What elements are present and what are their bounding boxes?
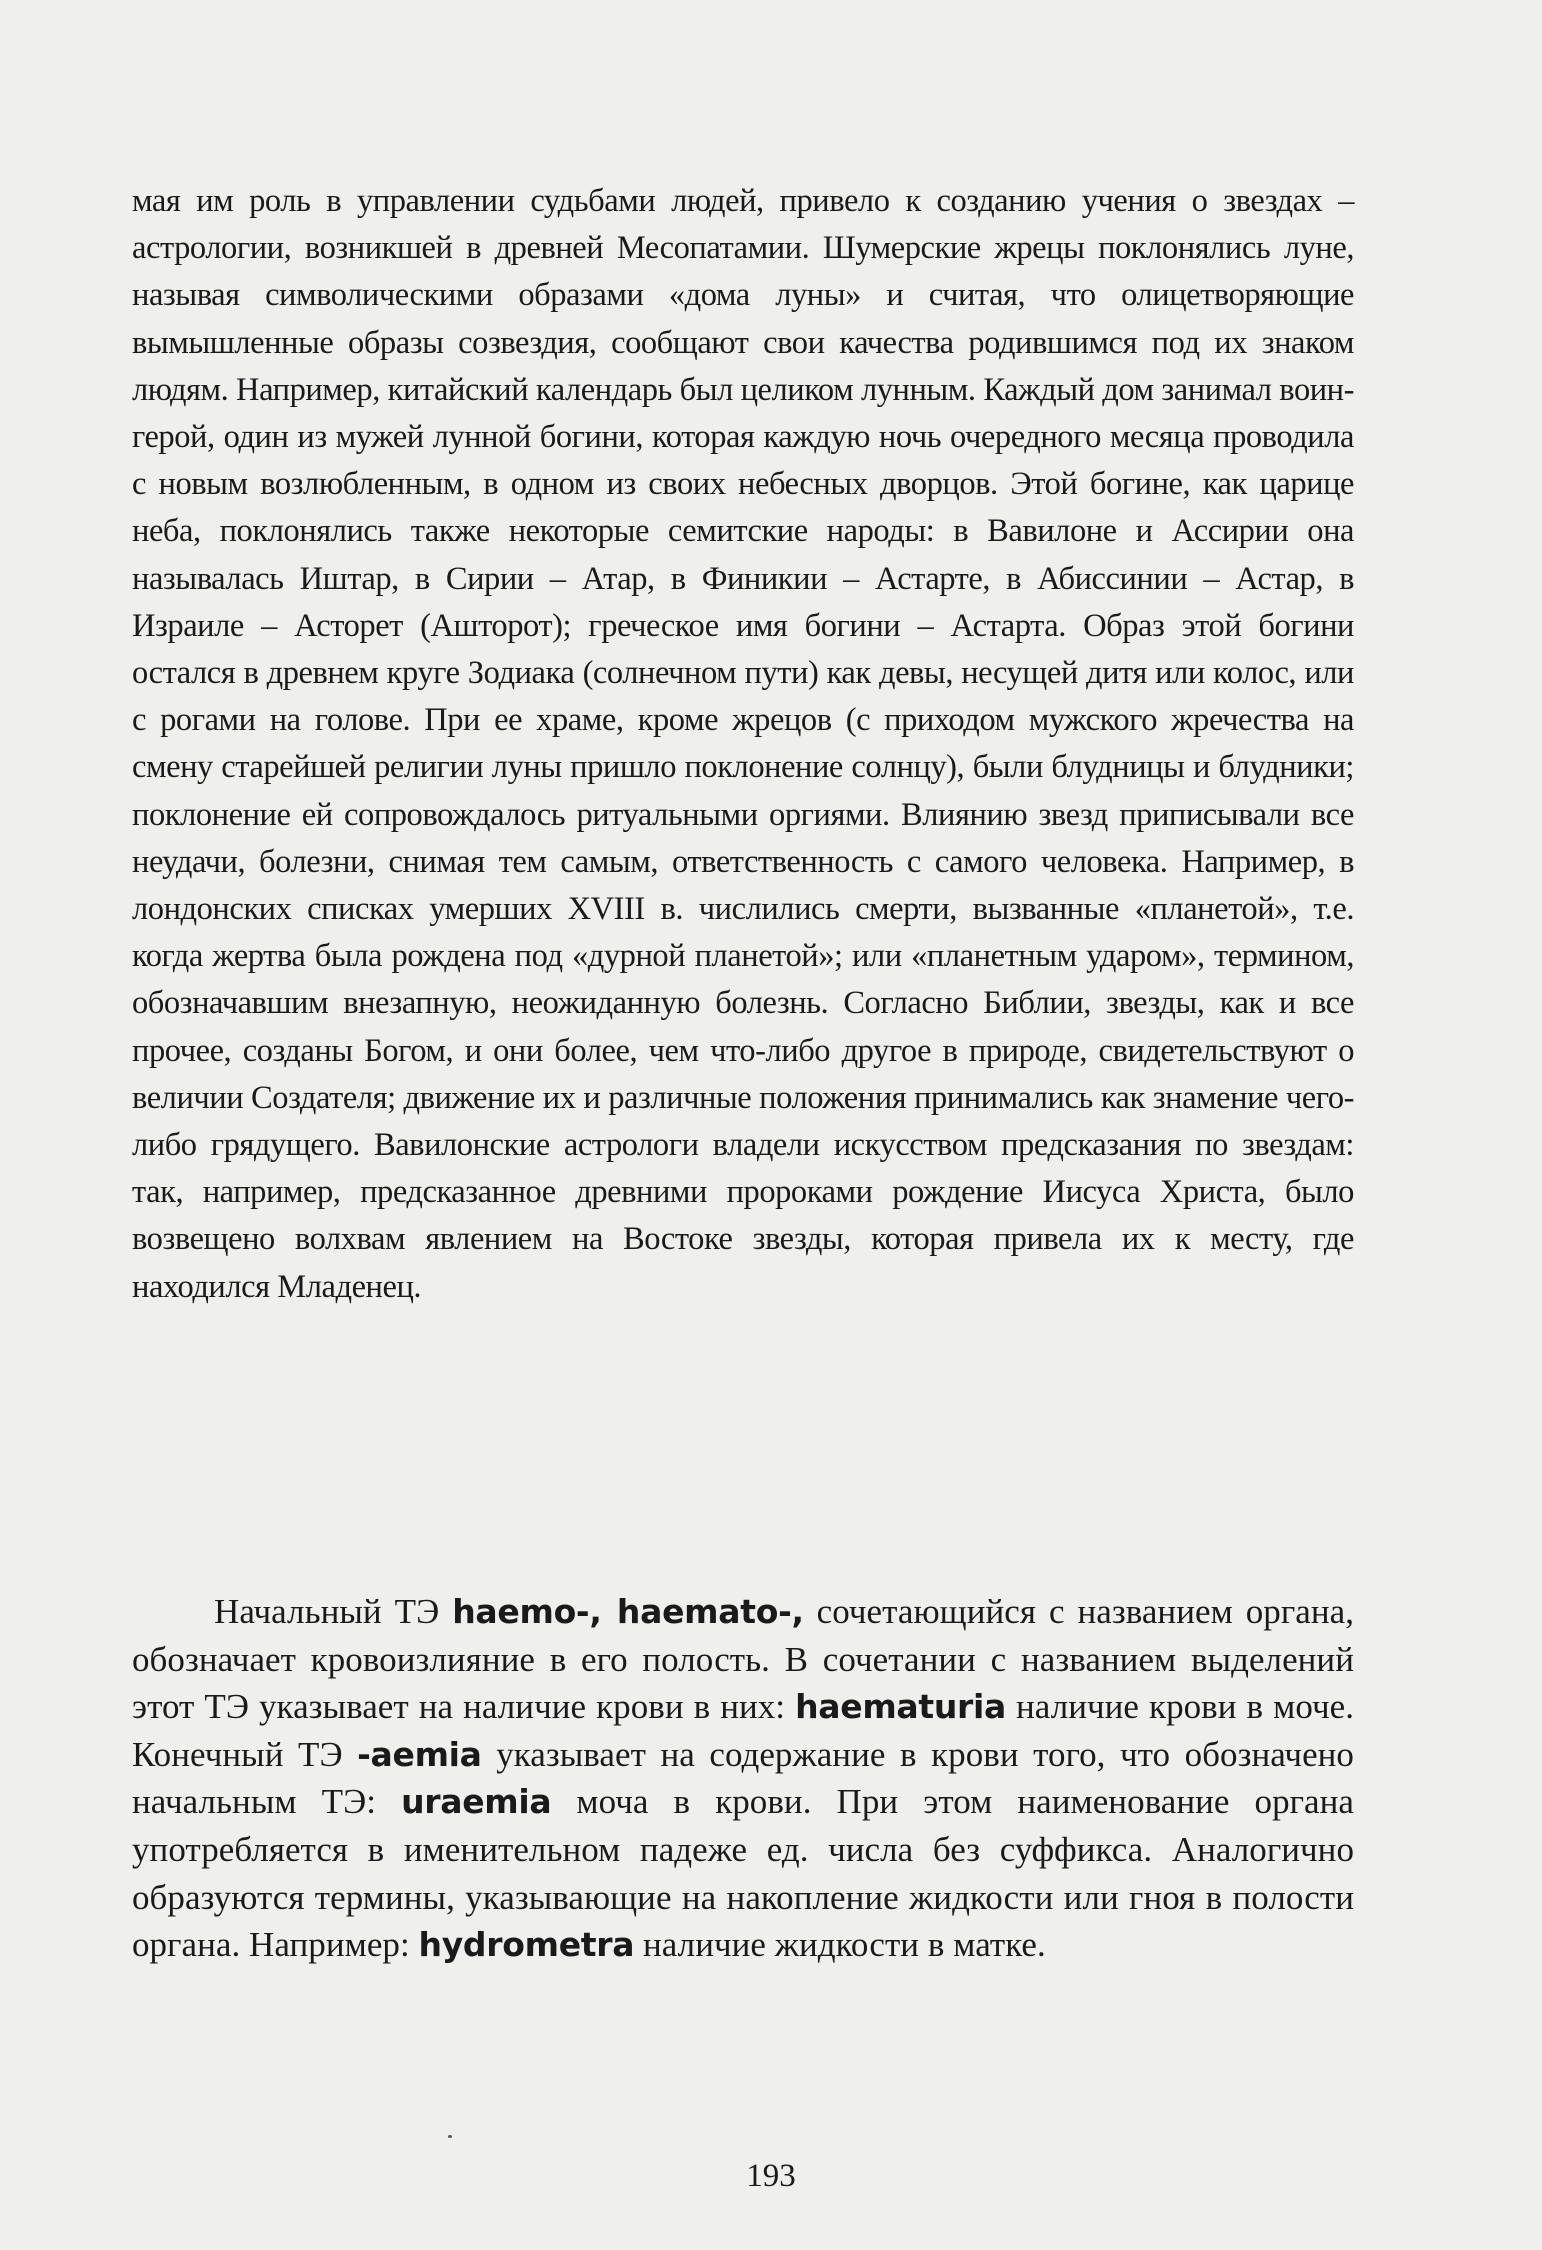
term-aemia: -aemia xyxy=(357,1734,482,1774)
paragraph-terms xyxy=(132,1588,1354,1969)
text-run: сочетающийся с названием органа, обозначает кровоизлияние в его полость. В сочетании с названием выделений этот ТЭ указывает на наличие крови в них: xyxy=(132,1592,1354,1727)
term-hydrometra: hydrometra xyxy=(418,1925,635,1965)
text-run: моча в крови. При этом наименование органа употребляется в именительном падеже ед. числа без суффикса. Аналогично образуются термины, указывающие на накопление жидкости или гноя в полости органа. Например: xyxy=(132,1782,1354,1965)
text-run: Начальный ТЭ xyxy=(214,1592,453,1631)
paragraph-astrology xyxy=(132,178,1354,1311)
paragraph-text xyxy=(132,1588,1354,1969)
text-run: указывает на содержание в крови того, что обозначено начальным ТЭ: xyxy=(132,1734,1354,1822)
term-haematuria: haematuria xyxy=(795,1687,1007,1727)
term-uraemia: uraemia xyxy=(401,1782,552,1822)
text-run: наличие крови в моче. Конечный ТЭ xyxy=(132,1687,1354,1774)
text-run: наличие жидкости в матке. xyxy=(634,1925,1046,1965)
page-number: 193 xyxy=(746,2158,796,2194)
paragraph-text: мая им роль в управлении судьбами людей, привело к созданию учения о звездах – астрологии, возникшей в древней Месопатамии. Шумерские жрецы поклонялись луне, называя символическими образами «дома луны» и считая, что олицетворяющие вымышленные образы созвездия, сообщают свои качества родившимся под их знаком людям. Например, китайский календарь был целиком лунным. Каждый дом занимал воин-герой, один из мужей лунной богини, которая каждую ночь очередного месяца проводила с новым возлюбленным, в одном из своих небесных дворцов. Этой богине, как царице неба, поклонялись также некоторые семитские народы: в Вавилоне и Ассирии она называлась Иштар, в Сирии – Атар, в Финикии – Астарте, в Абиссинии – Астар, в Израиле – Асторет (Ашторот); греческое имя богини – Астарта. Образ этой богини остался в древнем круге Зодиака (солнечном пути) как девы, несущей дитя или колос, или с рогами на голове. При ее храме, кроме жрецов (с приходом мужского жречества на смену старейшей религии луны пришло поклонение солнцу), были блудницы и блудники; поклонение ей сопровождалось ритуальными оргиями. Влиянию звезд приписывали все неудачи, болезни, снимая тем самым, ответственность с самого человека. Например, в лондонских списках умерших XVIII в. числились смерти, вызванные «планетой», т.е. когда жертва была рождена под «дурной планетой»; или «планетным ударом», термином, обозначавшим внезапную, неожиданную болезнь. Согласно Библии, звезды, как и все прочее, созданы Богом, и они более, чем что-либо другое в природе, свидетельствуют о величии Создателя; движение их и различные положения принимались как знамение чего-либо грядущего. Вавилонские астрологи владели искусством предсказания по звездам: так, например, предсказанное древними пророками рождение Иисуса Христа, было возвещено волхвам явлением на Востоке звезды, которая привела их к месту, где находился Младенец. xyxy=(132,183,1354,1305)
term-haemo: haemo-, haemato-, xyxy=(452,1592,804,1631)
print-speck xyxy=(448,2135,452,2138)
